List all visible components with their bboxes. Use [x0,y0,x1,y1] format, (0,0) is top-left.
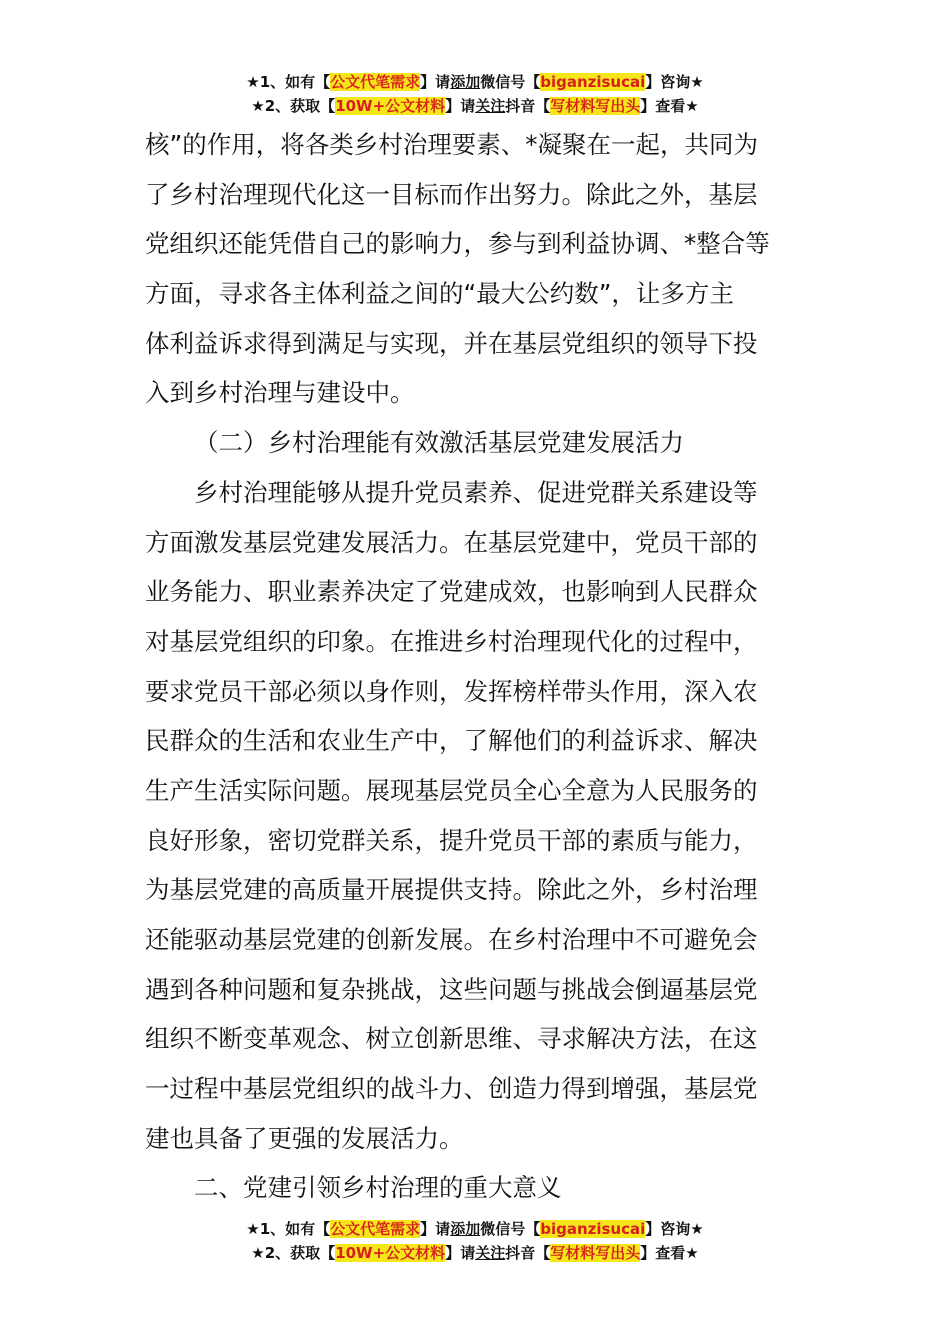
ad-banner-bottom-line-2 [0,1242,950,1264]
banner-text: ★2、获取【 [251,1244,336,1262]
banner-highlight: 公文代笔需求 [330,1220,421,1238]
banner-text: 】请 [445,1244,476,1262]
document-body [145,120,825,1213]
body-line: 要求党员干部必须以身作则，发挥榜样带头作用，深入农 [145,676,758,706]
banner-text: 抖音【 [505,97,551,115]
body-line: 业务能力、职业素养决定了党建成效，也影响到人民群众 [145,577,758,607]
banner-text: 】请 [420,1220,451,1238]
ad-banner-bottom-line-1 [0,1218,950,1240]
body-line: 遇到各种问题和复杂挑战，这些问题与挑战会倒逼基层党 [145,974,758,1004]
banner-text: 微信号【 [480,1220,541,1238]
banner-highlight: 公文代笔需求 [330,73,421,91]
body-line: 方面，寻求各主体利益之间的“最大公约数”，让多方主 [145,279,734,309]
ad-banner-top-line-2 [0,95,950,117]
body-line: 方面激发基层党建发展活力。在基层党建中，党员干部的 [145,527,758,557]
body-line: 体利益诉求得到满足与实现，并在基层党组织的领导下投 [145,328,758,358]
banner-text: 微信号【 [480,73,541,91]
body-line: 组织不断变革观念、树立创新思维、寻求解决方法，在这 [145,1024,758,1054]
banner-underline: 关注 [475,1244,506,1262]
body-line: 核”的作用，将各类乡村治理要素、*凝聚在一起，共同为 [145,130,758,159]
body-line: 了乡村治理现代化这一目标而作出努力。除此之外，基层 [145,179,758,209]
banner-highlight: 写材料写出头 [550,1244,641,1262]
section-heading: 二、党建引领乡村治理的重大意义 [194,1173,562,1203]
banner-highlight: biganzisucai [540,73,646,91]
body-line: 为基层党建的高质量开展提供支持。除此之外，乡村治理 [145,875,758,905]
body-line: 一过程中基层党组织的战斗力、创造力得到增强，基层党 [145,1074,758,1104]
section-heading: （二）乡村治理能有效激活基层党建发展活力 [194,428,684,458]
body-line: 良好形象，密切党群关系，提升党员干部的素质与能力， [145,825,758,855]
banner-text: 】查看★ [640,1244,699,1262]
banner-highlight: 写材料写出头 [550,97,641,115]
body-line: 生产生活实际问题。展现基层党员全心全意为人民服务的 [145,775,758,805]
banner-text: 】咨询★ [645,73,704,91]
body-line: 党组织还能凭借自己的影响力，参与到利益协调、*整合等 [145,229,770,259]
ad-banner-top-line-1 [0,71,950,93]
banner-text: 】请 [445,97,476,115]
banner-underline: 添加 [450,73,481,91]
banner-highlight: 10W+公文材料 [335,1244,446,1262]
banner-highlight: 10W+公文材料 [335,97,446,115]
body-line: 民群众的生活和农业生产中，了解他们的利益诉求、解决 [145,726,758,756]
banner-underline: 添加 [450,1220,481,1238]
banner-text: ★2、获取【 [251,97,336,115]
banner-text: ★1、如有【 [246,73,331,91]
body-line: 建也具备了更强的发展活力。 [145,1123,464,1153]
body-line: 还能驱动基层党建的创新发展。在乡村治理中不可避免会 [145,925,758,954]
banner-underline: 关注 [475,97,506,115]
banner-text: 】请 [420,73,451,91]
body-line: 入到乡村治理与建设中。 [145,378,415,408]
banner-highlight: biganzisucai [540,1220,646,1238]
banner-text: 】咨询★ [645,1220,704,1238]
banner-text: 】查看★ [640,97,699,115]
banner-text: ★1、如有【 [246,1220,331,1238]
body-line: 对基层党组织的印象。在推进乡村治理现代化的过程中， [145,626,758,656]
banner-text: 抖音【 [505,1244,551,1262]
body-line: 乡村治理能够从提升党员素养、促进党群关系建设等 [194,477,758,507]
